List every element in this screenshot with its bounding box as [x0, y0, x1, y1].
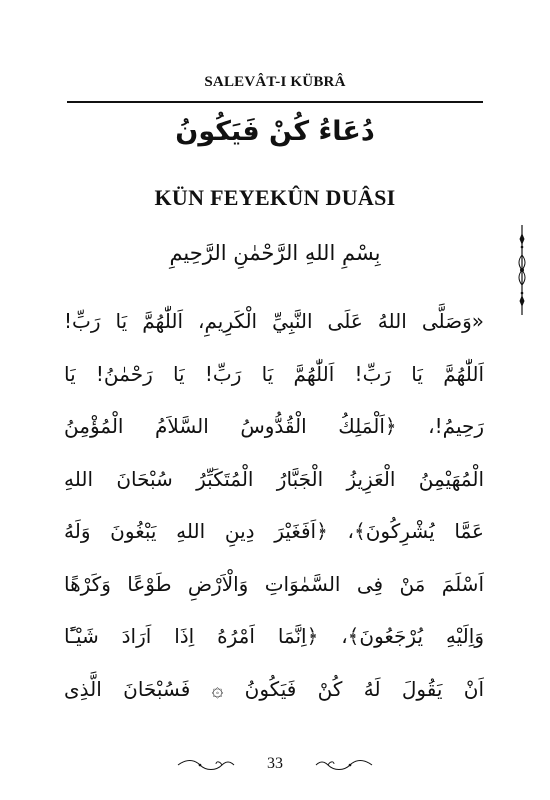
dua-line: اَنْ يَقُولَ لَهُ كُنْ فَيَكُونُ ۞ فَسُبْحَانَ الَّذِى: [64, 676, 484, 701]
dua-line: رَحِيمُ!، ﴿اَلْمَلِكُ الْقُدُّوسُ السَّلاَمُ الْمُؤْمِنُ: [64, 414, 484, 438]
page-number: 33: [267, 755, 283, 772]
dua-line: اَسْلَمَ مَنْ فِى السَّمٰوَاتِ وَالْاَرْضِ طَوْعًا وَكَرْهًا: [64, 571, 484, 596]
swirl-flourish-icon: [314, 758, 374, 772]
basmala: بِسْمِ اللهِ الرَّحْمٰنِ الرَّحِيمِ: [169, 241, 381, 265]
dua-body: [64, 295, 484, 715]
running-header: SALEVÂT-I KÜBRÂ: [204, 74, 346, 90]
arabic-title: دُعَاءُ كُنْ فَيَكُونُ: [175, 116, 375, 147]
dua-line: «وَصَلَّى اللهُ عَلَى النَّبِيِّ الْكَرِيمِ، اَللّٰهُمَّ يَا رَبِّ!: [64, 309, 484, 333]
dua-line: وَاِلَيْهِ يُرْجَعُونَ﴾، ﴿اِنَّمَا اَمْرُهُ اِذَا اَرَادَ شَيْـًٔا: [64, 624, 484, 648]
dua-line: اَللّٰهُمَّ يَا رَبِّ! اَللّٰهُمَّ يَا رَبِّ! يَا رَحْمٰنُ! يَا: [64, 361, 484, 386]
page-footer: [0, 750, 550, 784]
dua-line: الْمُهَيْمِنُ الْعَزِيزُ الْجَبَّارُ الْمُتَكَبِّرُ سُبْحَانَ اللهِ: [64, 466, 484, 491]
latin-title: KÜN FEYEKÛN DUÂSI: [154, 185, 396, 210]
dua-line: عَمَّا يُشْرِكُونَ﴾، ﴿اَفَغَيْرَ دِينِ اللهِ يَبْغُونَ وَلَهُ: [64, 519, 484, 543]
header-rule: [67, 101, 483, 103]
